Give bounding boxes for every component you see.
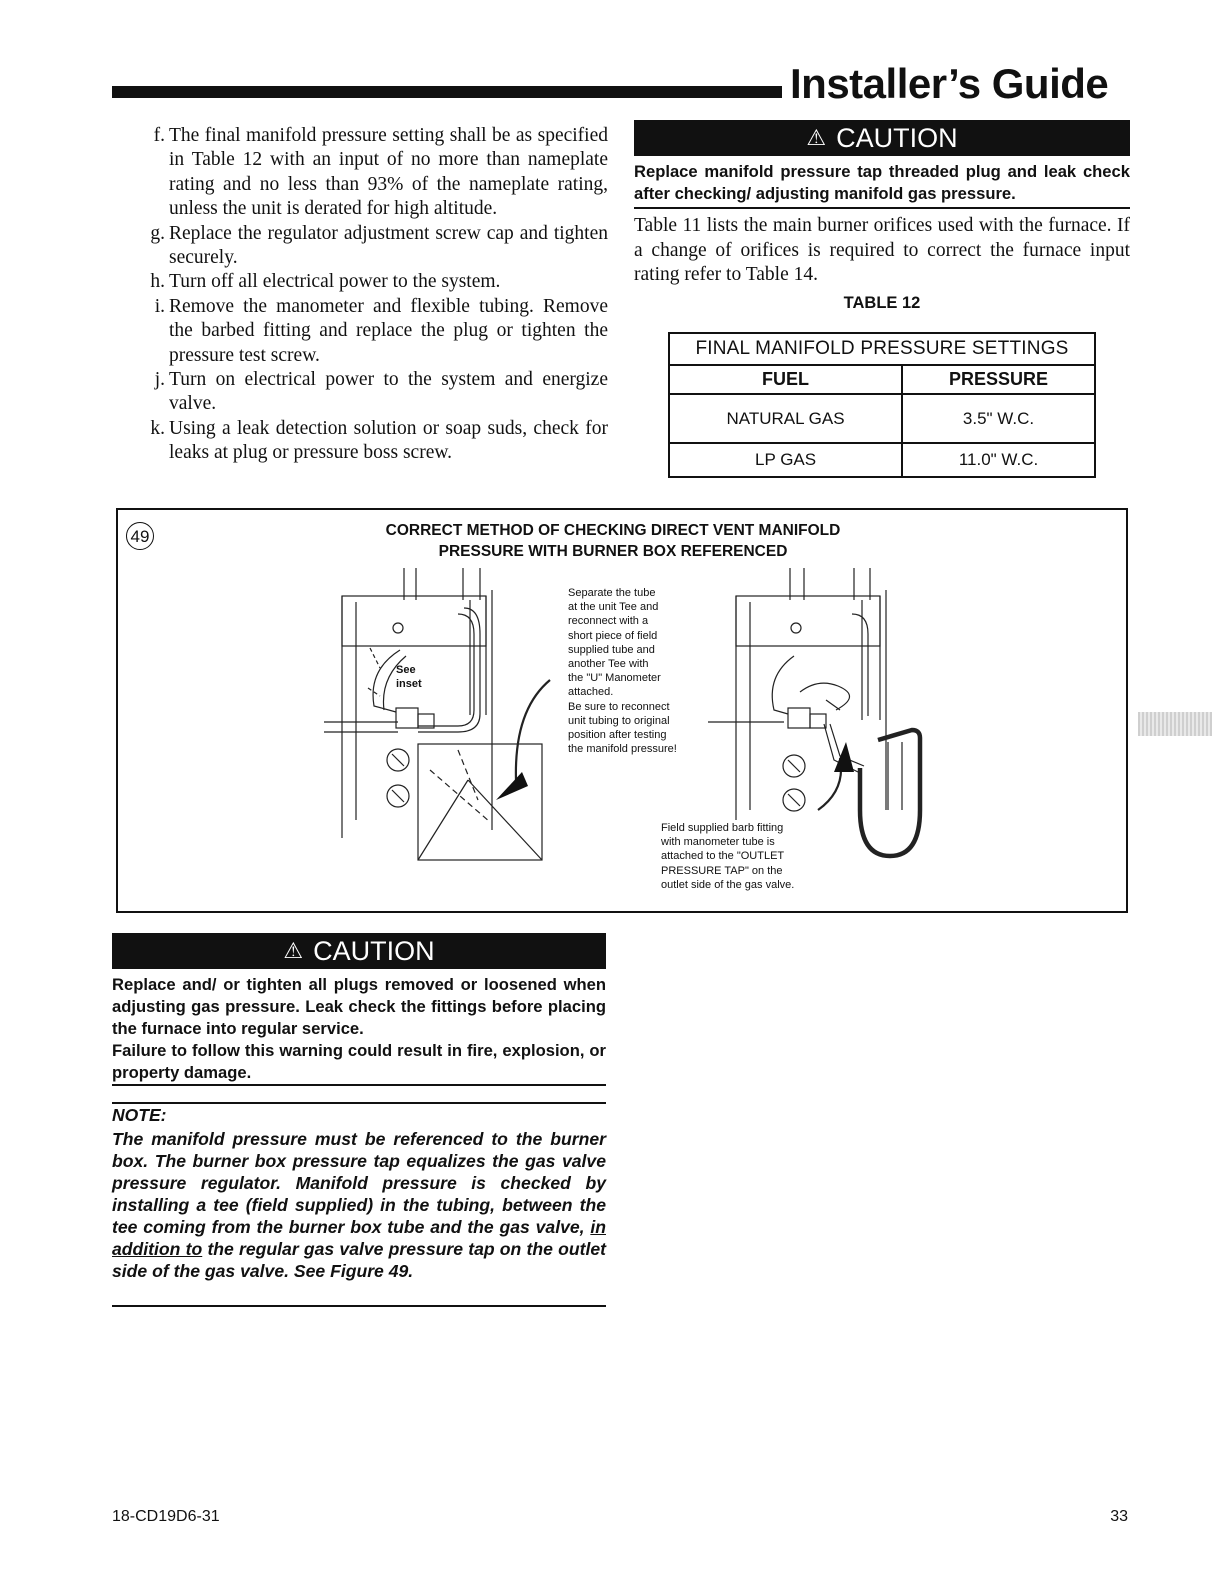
step-letter: f. bbox=[153, 125, 165, 146]
note-line: Separate the tube bbox=[568, 587, 656, 599]
step-item bbox=[140, 222, 608, 271]
arrow-head-icon bbox=[496, 772, 528, 800]
manifold-pressure-table bbox=[668, 332, 1096, 478]
note-text: The manifold pressure must be referenced to the burner box. The burner box pressure tap equalizes the gas valve pressure regulator. Manifold pressure is checked by installing a tee (field supplied) in the tubing, between the tee coming from the burner box tube and the gas valve, bbox=[112, 1129, 606, 1237]
see-inset-line: See bbox=[396, 664, 416, 676]
note-body bbox=[112, 1128, 606, 1282]
caution-text-top: Replace manifold pressure tap threaded plug and leak check after checking/ adjusting manifold gas pressure. bbox=[634, 162, 1130, 203]
warning-triangle-icon: ⚠ bbox=[806, 125, 827, 150]
note-line: with manometer tube is bbox=[661, 836, 775, 849]
figure-49 bbox=[116, 508, 1128, 913]
note-line: Field supplied barb fitting bbox=[661, 822, 784, 834]
note-line: unit tubing to original bbox=[568, 714, 670, 727]
table-row bbox=[669, 394, 1095, 443]
caution-rule-top bbox=[634, 207, 1130, 209]
step-letter: h. bbox=[150, 271, 165, 293]
inset-callout bbox=[368, 688, 380, 696]
page-number: 33 bbox=[1110, 1508, 1128, 1525]
caution-rule-bottom bbox=[112, 1084, 606, 1086]
note-line: Be sure to reconnect bbox=[568, 700, 670, 713]
note-line: the manifold pressure! bbox=[568, 743, 677, 756]
u-manometer-icon bbox=[860, 730, 920, 856]
step-text: Turn on electrical power to the system and energize valve. bbox=[169, 369, 608, 415]
note-line: supplied tube and bbox=[568, 643, 655, 656]
diagram-tube bbox=[800, 683, 850, 710]
figure-note-top bbox=[568, 586, 677, 756]
pointer-curve bbox=[516, 680, 550, 780]
table-title: FINAL MANIFOLD PRESSURE SETTINGS bbox=[669, 333, 1095, 365]
warning-triangle-icon: ⚠ bbox=[283, 938, 304, 963]
gas-valve bbox=[788, 708, 810, 728]
note-heading: NOTE: bbox=[112, 1105, 167, 1125]
note-line: the "U" Manometer bbox=[568, 672, 661, 685]
see-inset-line: inset bbox=[396, 678, 422, 691]
step-text: Remove the manometer and flexible tubing. Remove the barbed fitting and replace the plug or tighten the pressure test screw. bbox=[169, 295, 608, 366]
step-letter: i. bbox=[154, 295, 165, 317]
step-letter: j. bbox=[154, 369, 165, 391]
caution-text-bottom: Replace and/ or tighten all plugs removed or loosened when adjusting gas pressure. Leak check the fittings before placing the furnace into regular service. bbox=[112, 975, 606, 1038]
step-text: Replace the regulator adjustment screw cap and tighten securely. bbox=[169, 222, 608, 269]
diagram-line bbox=[392, 754, 404, 766]
note-line: attached. bbox=[568, 686, 614, 699]
caution-label: CAUTION bbox=[836, 123, 958, 153]
section-edge-tab bbox=[1138, 712, 1212, 736]
diagram-tube bbox=[772, 656, 794, 714]
note-line: short piece of field bbox=[568, 629, 658, 642]
gas-valve bbox=[396, 708, 418, 728]
note-rule-top bbox=[112, 1102, 606, 1104]
see-inset-label bbox=[396, 663, 422, 691]
caution-warning-text: Failure to follow this warning could result in fire, explosion, or property damage. bbox=[112, 1041, 606, 1082]
diagram-tube bbox=[826, 700, 840, 710]
burner-box bbox=[736, 596, 880, 646]
caution-label: CAUTION bbox=[313, 936, 435, 966]
note-line: outlet side of the gas valve. bbox=[661, 878, 795, 891]
note-line: at the unit Tee and bbox=[568, 601, 659, 614]
diagram-tube bbox=[852, 614, 868, 716]
table-caption: TABLE 12 bbox=[843, 294, 921, 312]
diagram-line bbox=[788, 760, 800, 772]
diagram-line bbox=[788, 794, 800, 806]
table-row bbox=[669, 443, 1095, 477]
diagram-line bbox=[418, 780, 468, 860]
caution-banner-bottom bbox=[112, 933, 606, 969]
figure-title-line: CORRECT METHOD OF CHECKING DIRECT VENT MANIFOLD bbox=[385, 522, 841, 539]
step-item bbox=[140, 124, 608, 222]
note-line: position after testing bbox=[568, 729, 667, 742]
header-rule bbox=[112, 86, 782, 98]
diagram-line bbox=[430, 770, 490, 822]
figure-note-bottom bbox=[661, 821, 794, 892]
diagram-line bbox=[392, 790, 404, 802]
table-cell: NATURAL GAS bbox=[669, 394, 902, 443]
diagram-fitting bbox=[810, 714, 826, 728]
table-cell: LP GAS bbox=[669, 443, 902, 477]
step-item bbox=[140, 270, 608, 294]
note-emphasis: in addition to bbox=[112, 1217, 606, 1259]
table-cell: 11.0" W.C. bbox=[902, 443, 1095, 477]
inset-callout bbox=[370, 648, 380, 668]
inset-frame bbox=[418, 744, 542, 860]
step-letter: k. bbox=[150, 417, 165, 439]
note-line: PRESSURE TAP" on the bbox=[661, 864, 783, 877]
step-item bbox=[140, 417, 608, 466]
step-item bbox=[140, 368, 608, 417]
column-header: FUEL bbox=[669, 365, 902, 394]
step-text: The final manifold pressure setting shall be as specified in Table 12 with an input of no more than nameplate rating and no less than 93% of the nameplate rating, unless the unit is derated for high altitude. bbox=[169, 125, 608, 220]
diagram-line bbox=[458, 750, 478, 800]
step-text: Turn off all electrical power to the system. bbox=[169, 271, 501, 293]
note-line: another Tee with bbox=[568, 658, 649, 671]
note-text: the regular gas valve pressure tap on the outlet side of the gas valve. See Figure 49. bbox=[112, 1239, 607, 1281]
step-item bbox=[140, 295, 608, 368]
column-header: PRESSURE bbox=[902, 365, 1095, 394]
diagram-circle bbox=[393, 623, 403, 633]
caution-banner-top bbox=[634, 120, 1130, 156]
step-text: Using a leak detection solution or soap suds, check for leaks at plug or pressure boss screw. bbox=[169, 417, 608, 464]
note-line: attached to the "OUTLET bbox=[661, 850, 785, 863]
table-cell: 3.5" W.C. bbox=[902, 394, 1095, 443]
note-rule-bottom bbox=[112, 1305, 606, 1307]
burner-box bbox=[342, 596, 486, 646]
diagram-circle bbox=[791, 623, 801, 633]
procedure-steps bbox=[140, 124, 608, 466]
diagram-tube bbox=[418, 614, 474, 726]
orifice-paragraph: Table 11 lists the main burner orifices used with the furnace. If a change of orifices is required to correct the furnace input rating refer to Table 14. bbox=[634, 215, 1130, 285]
step-letter: g. bbox=[150, 222, 165, 244]
figure-number: 49 bbox=[126, 522, 154, 550]
note-line: reconnect with a bbox=[568, 615, 649, 628]
figure-title-line: PRESSURE WITH BURNER BOX REFERENCED bbox=[438, 543, 788, 560]
document-number: 18-CD19D6-31 bbox=[112, 1508, 220, 1525]
page-title: Installer’s Guide bbox=[790, 60, 1109, 107]
